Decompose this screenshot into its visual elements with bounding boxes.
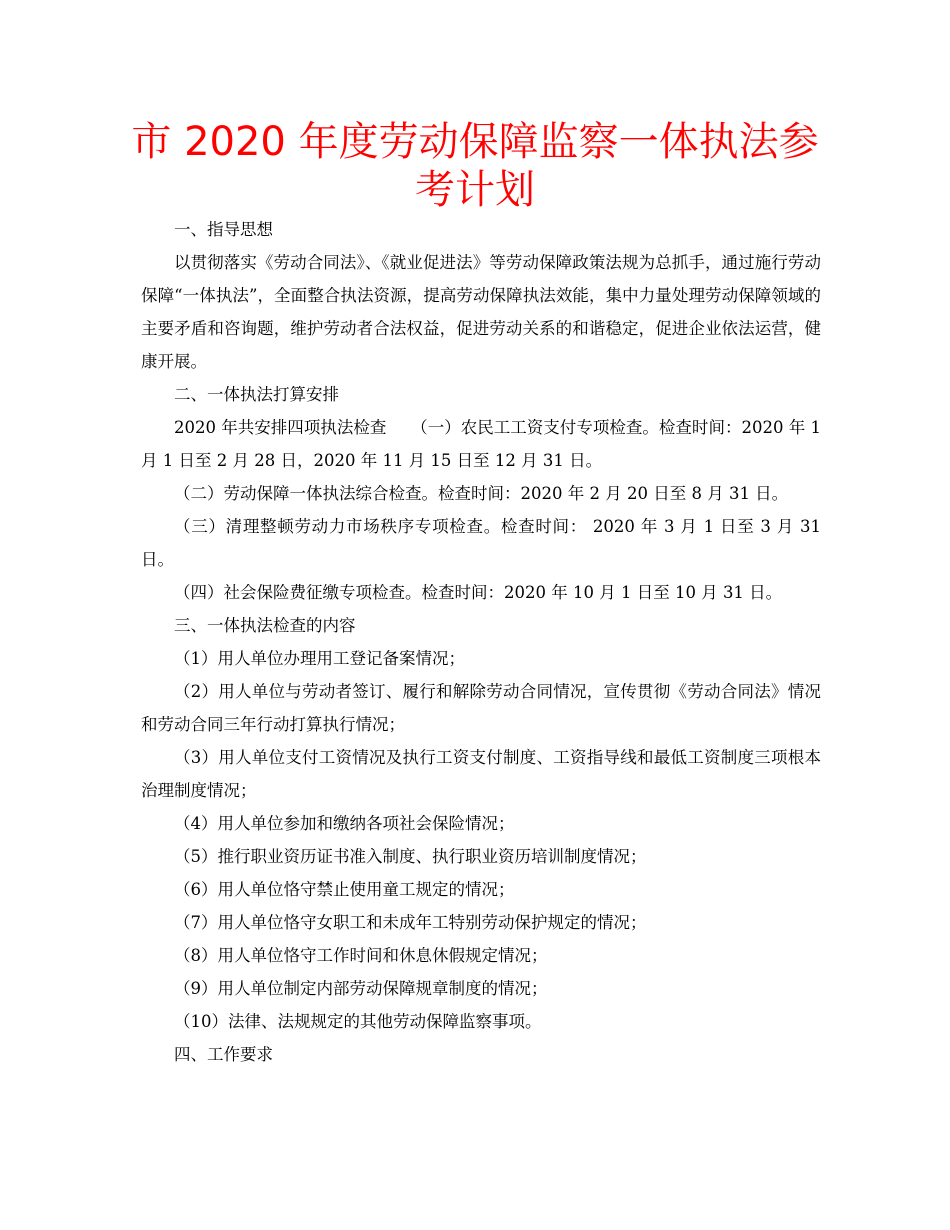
list-item-6: （6）用人单位恪守禁止使用童工规定的情况； [174,880,515,899]
section-heading-guiding-ideology: 一、指导思想 [174,220,273,239]
list-item-1: （1）用人单位办理用工登记备案情况； [174,649,465,668]
list-item-4: （4）用人单位参加和缴纳各项社会保险情况； [174,814,515,833]
paragraph-inspection-4: （四）社会保险费征缴专项检查。检查时间：2020 年 10 月 1 日至 10 月 31 日。 [174,583,783,602]
list-item-10: （10）法律、法规规定的其他劳动保障监察事项。 [174,1012,542,1031]
paragraph-inspection-1: 2020 年共安排四项执法检查 （一）农民工工资支付专项检查。检查时间：2020 年 1 月 1 日至 2 月 28 日，2020 年 11 月 15 日至 12 月 31 日。 [141,418,821,470]
list-item-8: （8）用人单位恪守工作时间和休息休假规定情况； [174,946,548,965]
paragraph-inspection-2: （二）劳动保障一体执法综合检查。检查时间：2020 年 2 月 20 日至 8 月 31 日。 [174,484,789,503]
list-item-7: （7）用人单位恪守女职工和未成年工特别劳动保护规定的情况； [174,913,647,932]
document-title: 市 2020 年度劳动保障监察一体执法参考计划 [131,119,819,213]
list-item-2: （2）用人单位与劳动者签订、履行和解除劳动合同情况，宣传贯彻《劳动合同法》情况和劳动合同三年行动打算执行情况； [141,682,821,734]
list-item-5: （5）推行职业资历证书准入制度、执行职业资历培训制度情况； [174,847,647,866]
paragraph-guiding-ideology: 以贯彻落实《劳动合同法》、《就业促进法》等劳动保障政策法规为总抓手，通过施行劳动保障“一体执法”，全面整合执法资源，提高劳动保障执法效能，集中力量处理劳动保障领域的主要矛盾和咨询题，维护劳动者合法权益，促进劳动关系的和谐稳定，促进企业依法运营，健康开展。 [141,253,821,371]
list-item-3: （3）用人单位支付工资情况及执行工资支付制度、工资指导线和最低工资制度三项根本治理制度情况； [141,748,821,800]
paragraph-inspection-3: （三）清理整顿劳动力市场秩序专项检查。检查时间： 2020 年 3 月 1 日至 3 月 31 日。 [141,517,821,569]
section-heading-enforcement-plan: 二、一体执法打算安排 [174,385,339,404]
section-heading-work-requirements: 四、工作要求 [174,1045,273,1064]
document-body [141,213,821,1071]
section-heading-inspection-content: 三、一体执法检查的内容 [174,616,356,635]
list-item-9: （9）用人单位制定内部劳动保障规章制度的情况； [174,979,548,998]
